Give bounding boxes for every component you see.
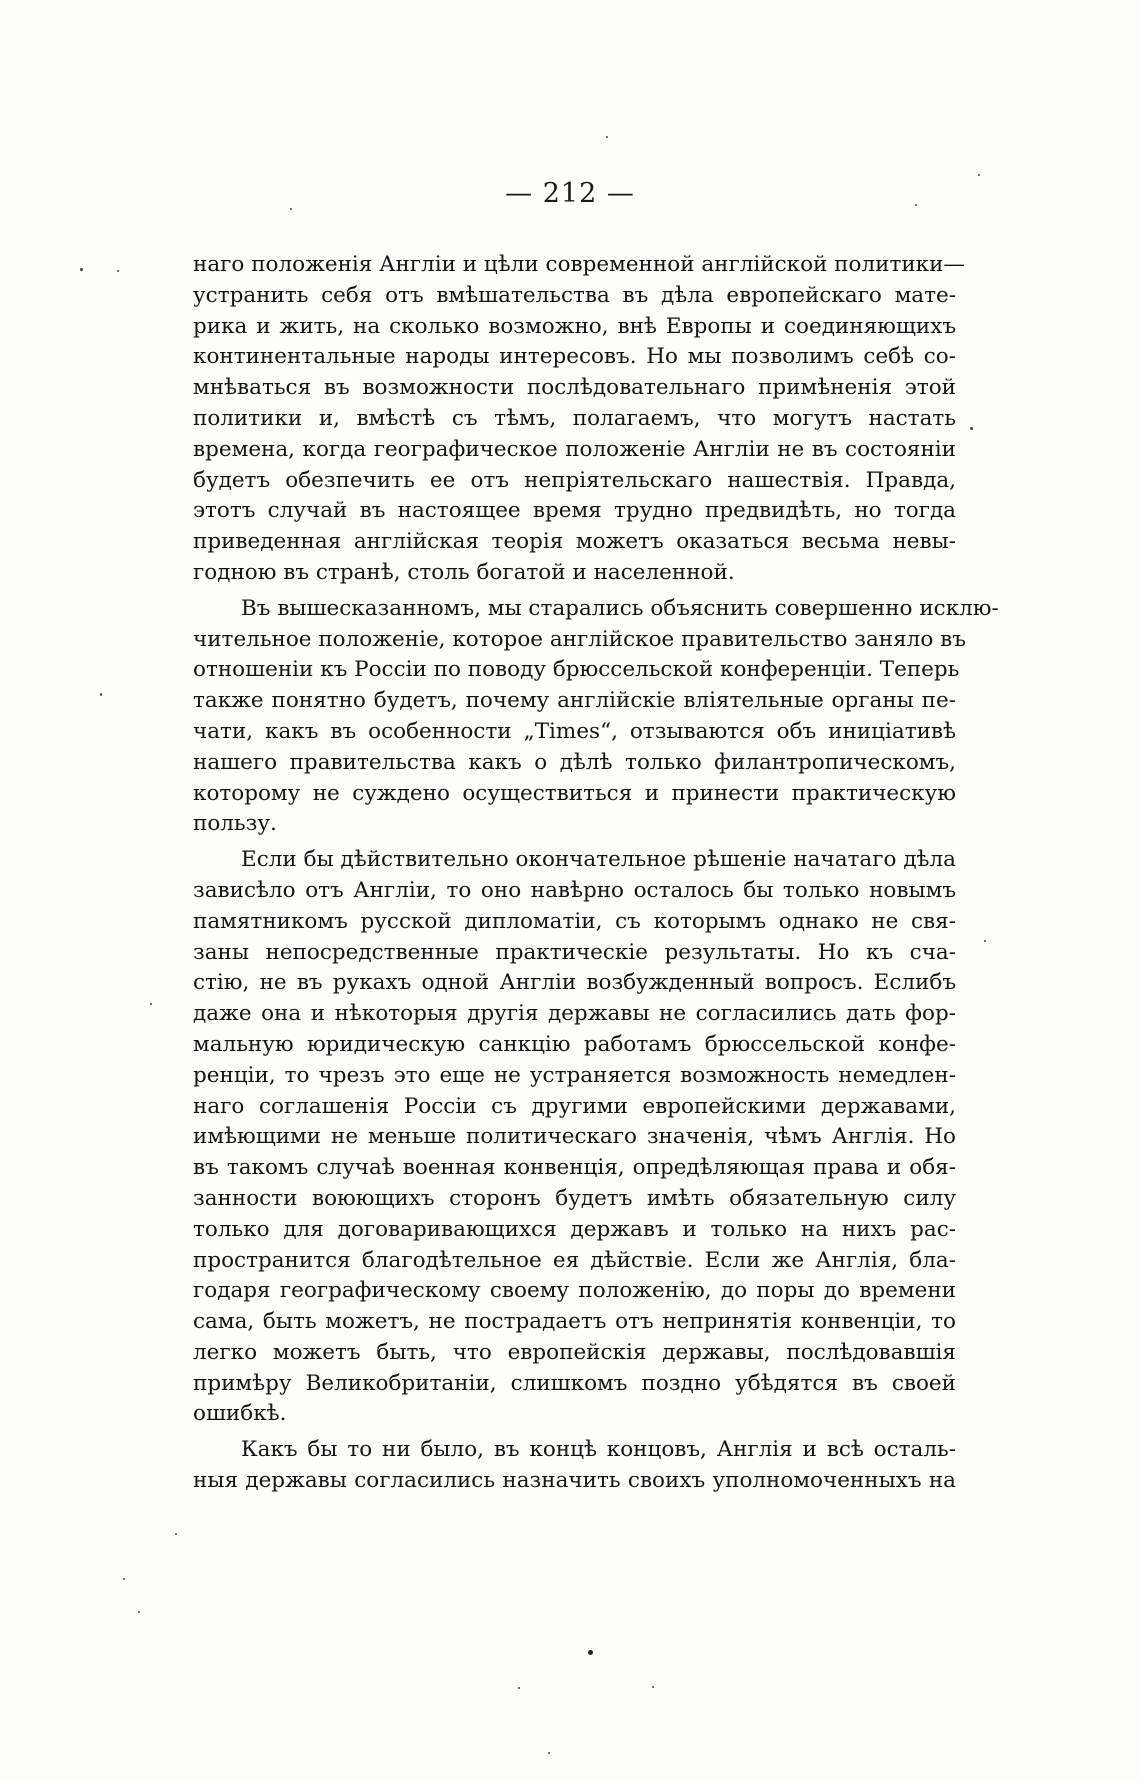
scan-speck [518,1687,520,1689]
text-line: рика и жить, на сколько возможно, внѣ Европы и соединяющихъ [193,313,956,339]
scan-speck [588,1650,593,1655]
text-line: занности воюющихъ сторонъ будетъ имѣть обязательную силу [193,1185,956,1211]
text-line: этотъ случай въ настоящее время трудно предвидѣть, но тогда [193,498,956,524]
scan-speck [978,174,980,176]
text-line: мальную юридическую санкцію работамъ брюссельской конфе- [193,1031,956,1057]
scan-speck [138,1611,140,1613]
paragraph-1 [193,250,965,589]
text-line: даже она и нѣкоторыя другія державы не согласились дать фор- [193,1001,956,1027]
text-line: мнѣваться въ возможности послѣдовательнаго примѣненія этой [193,375,956,401]
text-line: имѣющими не меньше политическаго значенія, чѣмъ Англія. Но [193,1124,956,1150]
text-line: нашего правительства какъ о дѣлѣ только филантропическомъ, [193,749,956,775]
text-line: только для договаривающихся державъ и только на нихъ рас- [193,1216,956,1242]
body-text [193,250,999,1502]
scan-speck [100,693,102,696]
page-number: — 212 — [505,178,635,209]
scan-speck [970,427,973,430]
scan-speck [548,1752,550,1754]
text-line: заны непосредственные практическіе результаты. Но къ сча- [193,939,956,965]
text-line: сама, быть можетъ, не пострадаетъ отъ непринятія конвенціи, то [193,1309,956,1335]
text-line: Какъ бы то ни было, въ концѣ концовъ, Англія и всѣ осталь- [241,1437,956,1463]
text-line: также понятно будетъ, почему англійскіе вліятельные органы пе- [193,688,956,714]
paragraph-3 [193,845,956,1430]
text-line: примѣру Великобританіи, слишкомъ поздно убѣдятся въ своей [193,1370,956,1396]
scan-speck [150,1003,152,1005]
text-line: чати, какъ въ особенности „Times“, отзываются объ иниціативѣ [193,718,956,744]
scan-speck [175,1533,177,1535]
paragraph-2 [193,594,999,840]
text-line: отношеніи къ Россіи по поводу брюссельской конференціи. Теперь [193,657,960,683]
text-line: будетъ обезпечить ее отъ непріятельскаго нашествія. Правда, [193,467,956,493]
text-line: наго соглашенія Россіи съ другими европейскими державами, [193,1093,956,1119]
text-line: которому не суждено осуществиться и принести практическую [193,780,956,806]
scan-speck [606,136,608,138]
text-line: годною въ странѣ, столь богатой и населенной. [193,559,735,585]
text-line: въ такомъ случаѣ военная конвенція, опредѣляющая права и обя- [193,1155,956,1181]
text-line: устранить себя отъ вмѣшательства въ дѣла европейскаго мате- [193,282,956,308]
text-line: зависѣло отъ Англіи, то оно навѣрно осталось бы только новымъ [193,877,956,903]
scan-speck [915,204,917,206]
text-line: пространится благодѣтельное ея дѣйствіе. Если же Англія, бла- [193,1247,956,1273]
text-line: легко можетъ быть, что европейскія державы, послѣдовавшія [193,1339,956,1365]
text-line: ренціи, то чрезъ это еще не устраняется возможность немедлен- [193,1062,956,1088]
text-line: приведенная англійская теорія можетъ оказаться весьма невы- [193,529,956,555]
paragraph-4 [193,1435,956,1497]
text-line: политики и, вмѣстѣ съ тѣмъ, полагаемъ, что могутъ настать [193,405,956,431]
scan-speck [984,940,986,942]
scan-speck [652,1686,654,1688]
text-line: пользу. [193,811,277,837]
text-line: памятникомъ русской дипломатіи, съ которымъ однако не свя- [193,908,956,934]
text-line: ныя державы согласились назначить своихъ уполномоченныхъ на [193,1468,956,1494]
scan-speck [123,1578,125,1580]
text-line: чительное положеніе, которое англійское правительство заняло въ [193,626,966,652]
text-line: континентальные народы интересовъ. Но мы позволимъ себѣ со- [193,344,956,370]
text-line: годаря географическому своему положенію, до поры до времени [193,1278,956,1304]
text-line: наго положенія Англіи и цѣли современной англійской политики— [193,252,965,277]
scan-speck [290,208,292,210]
text-line: стію, не въ рукахъ одной Англіи возбужденный вопросъ. Еслибъ [193,970,956,996]
text-line: Если бы дѣйствительно окончательное рѣшеніе начатаго дѣла [241,847,956,873]
scan-speck [80,268,83,271]
text-line: ошибкѣ. [193,1401,287,1427]
text-line: времена, когда географическое положеніе Англіи не въ состояніи [193,436,956,462]
scan-speck [117,270,119,272]
text-line: Въ вышесказанномъ, мы старались объяснить совершенно исклю- [241,595,999,621]
